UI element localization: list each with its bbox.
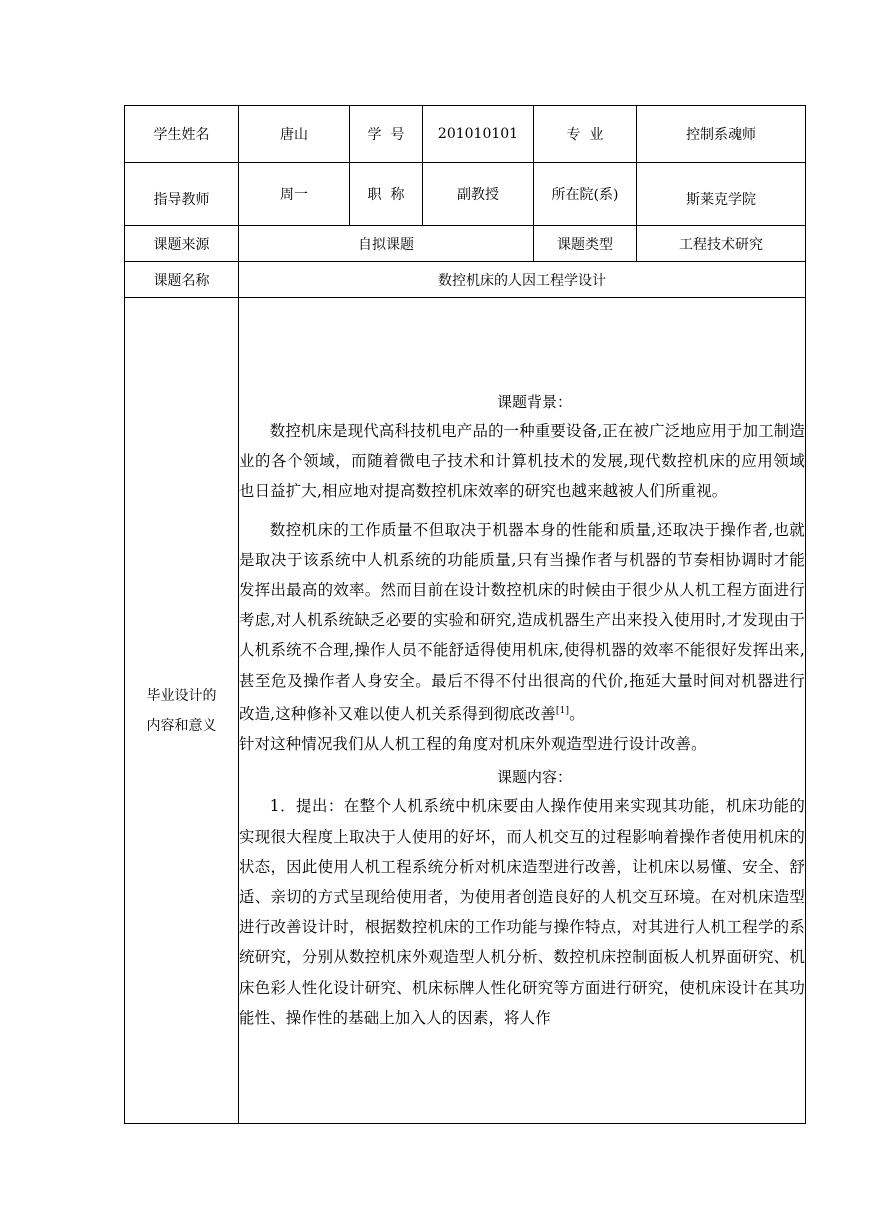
side-label-line1: 毕业设计的 (146, 687, 217, 704)
row-advisor (125, 163, 806, 226)
advisor-label: 指导教师 (125, 163, 239, 226)
row-content (125, 298, 806, 1124)
advisor-value: 周一 (239, 163, 350, 226)
major-value: 控制系魂师 (637, 106, 806, 163)
background-paragraph-2 (239, 515, 805, 730)
row-topic (125, 262, 806, 298)
title-value: 副教授 (423, 163, 534, 226)
row-student (125, 106, 806, 163)
title-label: 职 称 (350, 163, 423, 226)
type-value: 工程技术研究 (637, 226, 806, 262)
major-label: 专 业 (534, 106, 637, 163)
thesis-form-table (124, 105, 806, 1124)
content-paragraph-1: 1．提出：在整个人机系统中机床要由人操作使用来实现其功能，机床功能的实现很大程度上取决于人使用的好坏，而人机交互的过程影响着操作者使用机床的状态，因此使用人机工程系统分析对机床造型进行改善，让机床以易懂、安全、舒适、亲切的方式呈现给使用者，为使用者创造良好的人机交互环境。在对机床造型进行改善设计时，根据数控机床的工作功能与操作特点，对其进行人机工程学的系统研究，分别从数控机床外观造型人机分析、数控机床控制面板人机界面研究、机床色彩人性化设计研究、机床标牌人性化研究等方面进行研究，使机床设计在其功能性、操作性的基础上加入人的因素，将人作 (239, 797, 805, 1027)
bg-para2-end: 。 (569, 704, 585, 723)
row-source (125, 226, 806, 262)
content-side-label (125, 298, 239, 1124)
background-paragraph-1: 数控机床是现代高科技机电产品的一种重要设备,正在被广泛地应用于加工制造业的各个领域，而随着微电子技术和计算机技术的发展,现代数控机床的应用领域也日益扩大,相应地对提高数控机床效率的研究也越来越被人们所重视。 (239, 422, 805, 501)
background-paragraph-3: 针对这种情况我们从人机工程的角度对机床外观造型进行设计改善。 (239, 735, 707, 754)
source-value: 自拟课题 (239, 226, 534, 262)
student-id-value: 201010101 (423, 106, 534, 163)
topic-label: 课题名称 (125, 262, 239, 298)
topic-value: 数控机床的人因工程学设计 (239, 262, 806, 298)
dept-label: 所在院(系) (534, 163, 637, 226)
background-heading: 课题背景： (496, 393, 572, 411)
content-heading: 课题内容： (496, 768, 572, 787)
content-body (239, 298, 806, 1124)
source-label: 课题来源 (125, 226, 239, 262)
citation-ref: [1] (555, 705, 570, 716)
student-name-label: 学生姓名 (125, 106, 239, 163)
student-id-label: 学 号 (350, 106, 423, 163)
type-label: 课题类型 (534, 226, 637, 262)
bg-para2-text: 数控机床的工作质量不但取决于机器本身的性能和质量,还取决于操作者,也就是取决于该系统中人机系统的功能质量,只有当操作者与机器的节奏相协调时才能发挥出最高的效率。然而目前在设计数控机床的时候由于很少从人机工程方面进行考虑,对人机系统缺乏必要的实验和研究,造成机器生产出来投入使用时,才发现由于人机系统不合理,操作人员不能舒适得使用机床,使得机器的效率不能很好发挥出来,甚至危及操作者人身安全。最后不得不付出很高的代价,拖延大量时间对机器进行改造,这种修补又难以使人机关系得到彻底改善 (239, 520, 805, 723)
dept-value: 斯莱克学院 (637, 163, 806, 226)
side-label-line2: 内容和意义 (146, 717, 217, 734)
student-name-value: 唐山 (239, 106, 350, 163)
